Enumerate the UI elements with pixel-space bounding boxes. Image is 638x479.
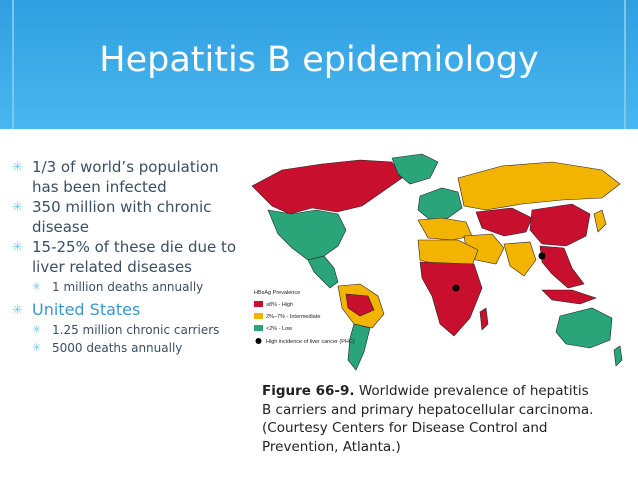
legend-swatch-high: [254, 301, 263, 307]
legend-label-intermediate: 2%–7% - Intermediate: [266, 314, 321, 320]
sub-bullet-item: ✳ 5000 deaths annually: [32, 341, 183, 355]
sub-bullet-item: ✳ 1.25 million chronic carriers: [32, 323, 220, 337]
legend-label-low: <2% - Low: [266, 326, 293, 332]
bullet-icon: ✳: [12, 160, 23, 175]
india-intermediate: [504, 242, 536, 276]
south-america-south: [348, 324, 370, 370]
central-america: [308, 256, 338, 288]
phc-dot-africa: [453, 285, 460, 292]
bullet-icon: ✳: [32, 280, 42, 293]
central-asia-high: [476, 208, 532, 236]
north-america-low: [268, 210, 346, 260]
new-zealand: [614, 346, 622, 366]
legend-dot-phc: [256, 338, 262, 344]
legend-swatch-intermediate: [254, 313, 263, 319]
japan-intermediate: [594, 210, 606, 232]
madagascar: [480, 308, 488, 330]
sub-bullet-item: ✳ 1 million deaths annually: [32, 280, 204, 294]
legend-title: HBsAg Prevalence: [254, 290, 301, 296]
bullet-icon: ✳: [12, 200, 23, 215]
canada-region: [252, 160, 402, 214]
bullet-list: [12, 157, 242, 356]
legend-label-high: ≥8% - High: [266, 302, 294, 308]
bullet-icon: ✳: [32, 341, 42, 354]
china-high: [530, 204, 590, 246]
russia-intermediate: [458, 162, 620, 210]
figure-number: Figure 66-9.: [262, 383, 355, 399]
australia-low: [556, 308, 612, 348]
africa-high: [420, 262, 482, 336]
world-prevalence-map: [242, 148, 626, 380]
europe-low: [418, 188, 462, 220]
bullet-icon: ✳: [12, 240, 23, 255]
southeast-asia-high: [540, 246, 584, 288]
figure-caption-text: Worldwide prevalence of hepatitis B carriers and primary hepatocellular carcinoma. (Courtesy Centers for Disease Control and Prevention, Atlanta.): [262, 383, 594, 455]
figure-caption: [262, 382, 602, 456]
bullet-item: ✳ 1/3 of world’s population has been infected: [12, 158, 219, 196]
bullet-item: ✳ United States: [12, 300, 141, 319]
phc-dot-asia: [539, 253, 546, 260]
bullet-icon: ✳: [12, 303, 23, 318]
indonesia-high: [542, 290, 596, 304]
slide-title: Hepatitis B epidemiology: [99, 40, 539, 80]
bullet-icon: ✳: [32, 323, 42, 336]
legend-label-phc: High incidence of liver cancer (PHC): [266, 339, 355, 345]
map-legend: [254, 290, 355, 345]
bullet-item: ✳ 15-25% of these die due to liver related diseases: [12, 238, 237, 276]
legend-swatch-low: [254, 325, 263, 331]
bullet-item: ✳ 350 million with chronic disease: [12, 198, 212, 236]
